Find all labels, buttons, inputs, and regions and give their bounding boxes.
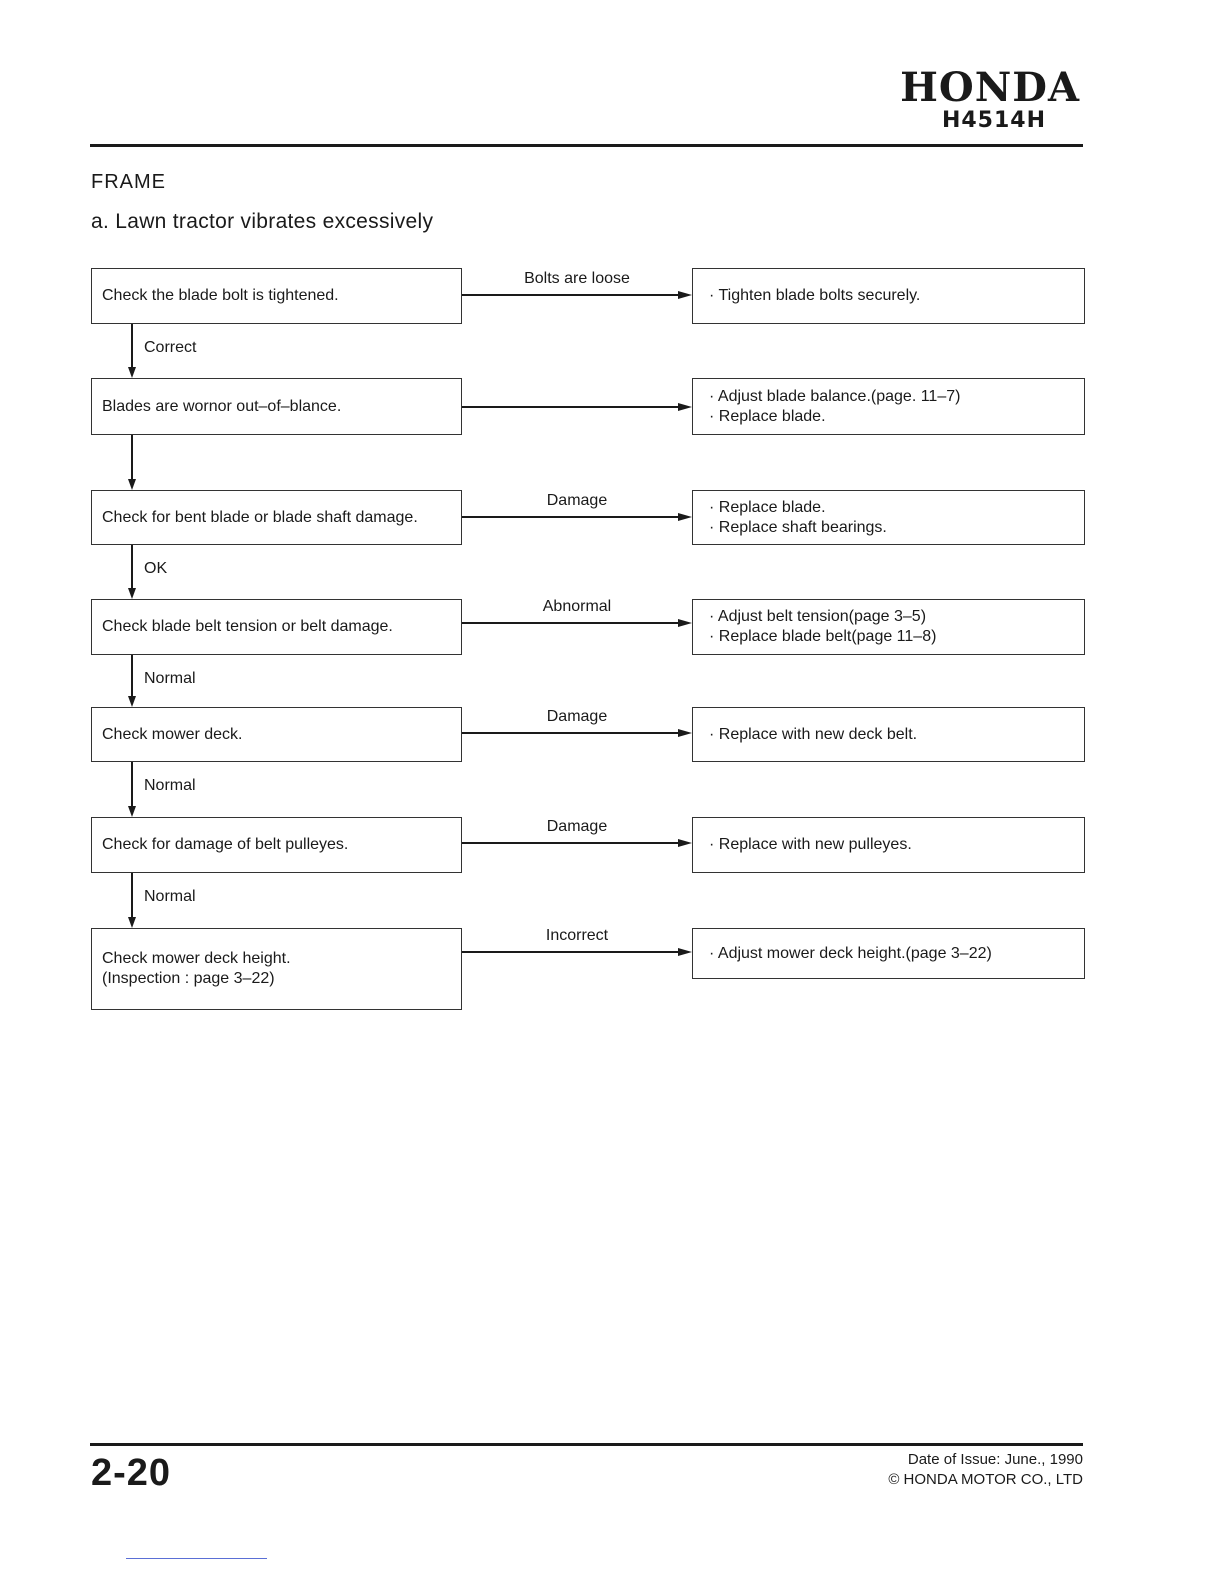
action-box (692, 928, 1085, 979)
action-text: · Replace with new pulleyes. (709, 836, 912, 853)
arrow-down-icon (128, 367, 136, 378)
copyright: © HONDA MOTOR CO., LTD (888, 1471, 1083, 1488)
arrow-down-icon (128, 917, 136, 928)
check-text: Check the blade bolt is tightened. (102, 287, 339, 304)
footer-rule (90, 1443, 1083, 1446)
section-title: FRAME (91, 171, 166, 193)
decorative-underline (126, 1558, 267, 1559)
next-connector (131, 545, 133, 589)
next-label: Normal (144, 888, 196, 905)
action-text: · Replace shaft bearings. (709, 518, 887, 536)
fail-label: Incorrect (545, 927, 609, 944)
next-label: OK (144, 560, 168, 577)
next-connector (131, 324, 133, 368)
arrow-down-icon (128, 806, 136, 817)
header-rule (90, 144, 1083, 147)
fail-connector (462, 622, 678, 624)
check-text: Check for bent blade or blade shaft damage. (102, 508, 418, 526)
fail-label: Bolts are loose (524, 270, 630, 287)
action-text: · Replace blade. (709, 498, 826, 516)
fail-connector (462, 842, 678, 844)
action-text: · Replace with new deck belt. (709, 725, 918, 743)
arrow-right-icon (678, 948, 692, 956)
check-box (91, 707, 462, 762)
action-text: · Tighten blade bolts securely. (709, 287, 921, 304)
next-label: Normal (144, 670, 196, 687)
arrow-down-icon (128, 588, 136, 599)
page-number: 2-20 (91, 1452, 172, 1494)
arrow-right-icon (678, 729, 692, 737)
fail-connector (462, 516, 678, 518)
check-text: Blades are wornor out–of–blance. (102, 397, 342, 415)
action-box (692, 378, 1085, 435)
check-box (91, 378, 462, 435)
fail-label: Damage (546, 492, 608, 509)
arrow-right-icon (678, 291, 692, 299)
arrow-right-icon (678, 403, 692, 411)
check-box (91, 268, 462, 324)
check-box (91, 928, 462, 1010)
action-box (692, 490, 1085, 545)
action-box (692, 268, 1085, 324)
check-text: Check for damage of belt pulleyes. (102, 836, 349, 853)
fail-connector (462, 406, 678, 408)
action-text: · Adjust mower deck height.(page 3–22) (709, 944, 992, 962)
arrow-down-icon (128, 479, 136, 490)
next-connector (131, 762, 133, 807)
fail-label: Damage (546, 818, 608, 835)
check-box (91, 599, 462, 655)
fail-label: Damage (546, 708, 608, 725)
action-box (692, 707, 1085, 762)
action-box (692, 599, 1085, 655)
fail-connector (462, 951, 678, 953)
brand-logo: HONDA (900, 64, 1080, 111)
fail-connector (462, 294, 678, 296)
arrow-right-icon (678, 619, 692, 627)
action-text: · Adjust blade balance.(page. 11–7) (709, 387, 961, 405)
check-text: Check blade belt tension or belt damage. (102, 618, 393, 635)
date-of-issue: Date of Issue: June., 1990 (907, 1451, 1083, 1468)
action-text: · Replace blade belt(page 11–8) (709, 628, 937, 645)
action-box (692, 817, 1085, 873)
next-connector (131, 435, 133, 480)
action-text: · Replace blade. (709, 407, 826, 425)
check-box (91, 817, 462, 873)
check-box (91, 490, 462, 545)
next-connector (131, 873, 133, 918)
action-text: · Adjust belt tension(page 3–5) (709, 608, 927, 625)
arrow-right-icon (678, 839, 692, 847)
fail-label: Abnormal (542, 598, 612, 615)
next-label: Normal (144, 777, 196, 794)
diagram-subtitle: a. Lawn tractor vibrates excessively (91, 210, 434, 233)
check-text: (Inspection : page 3–22) (102, 970, 275, 987)
next-label: Correct (144, 339, 197, 356)
next-connector (131, 655, 133, 697)
check-text: Check mower deck height. (102, 950, 291, 967)
arrow-right-icon (678, 513, 692, 521)
check-text: Check mower deck. (102, 725, 243, 743)
arrow-down-icon (128, 696, 136, 707)
model-number: H4514H (941, 108, 1046, 133)
fail-connector (462, 732, 678, 734)
